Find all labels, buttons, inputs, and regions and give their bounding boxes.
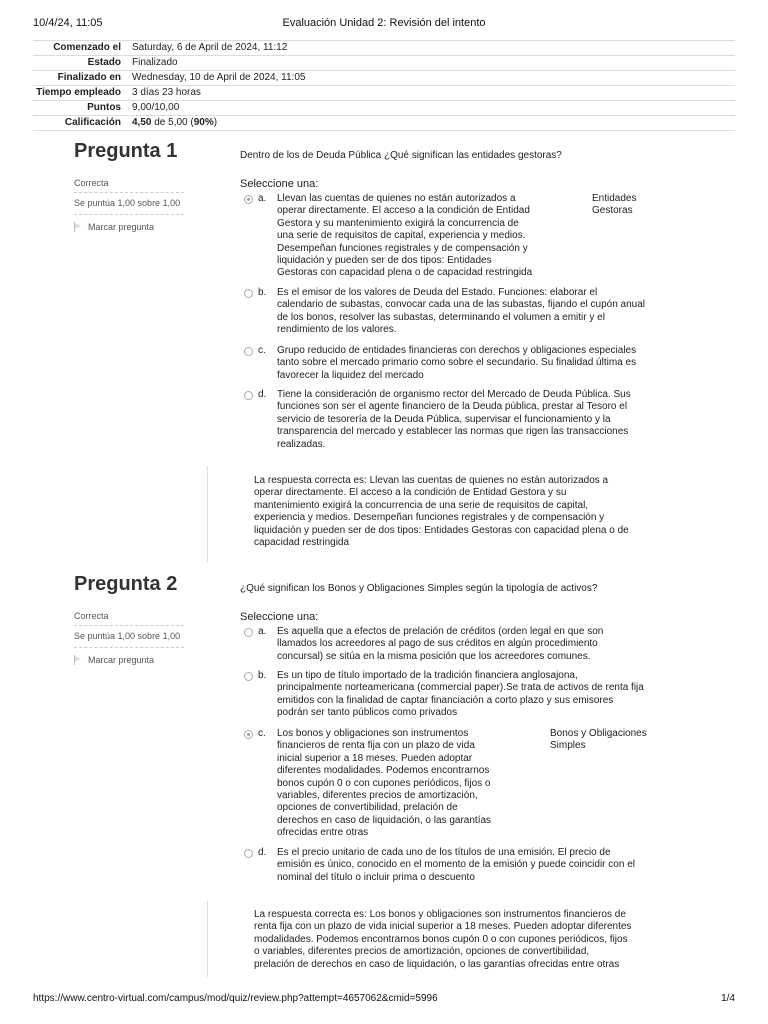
summary-row-finished: Finalizado en Wednesday, 10 de April de 2024, 11:05 xyxy=(33,70,735,85)
summary-row-time-taken: Tiempo empleado 3 días 23 horas xyxy=(33,85,735,100)
answer-option-c[interactable]: c. Los bonos y obligaciones son instrumentos financieros de renta fija con un plazo de vida inicial superior a 18 meses. Pueden adoptar diferentes modalidades. Podemos encontrarnos bonos cupón 0 o con cupones periódicos, fijos o variables, diferentes precios de amortización, opciones de convertibilidad, prelación de derechos en caso de liquidación, o las garantías ofrecidas entre otras Bonos y Obligaciones Simples xyxy=(244,728,704,840)
question-text: Dentro de los de Deuda Pública ¿Qué significan las entidades gestoras? xyxy=(240,150,562,161)
answer-text: Es un tipo de título importado de la tradición financiera anglosajona, principalmente norteamericana (commercial paper).Se trata de activos de renta fija emitidos con la finalidad de captar financiación a corto plazo y sus emisores podrán ser tanto públicos como privados xyxy=(277,670,644,719)
question-title: Pregunta 2 xyxy=(74,573,178,595)
answer-option-a[interactable]: a. Es aquella que a efectos de prelación de créditos (orden legal en que son llamados los acreedores al pago de sus créditos en algún procedimiento concursal) se sitúa en la misma posición que los acreedores comunes. xyxy=(244,626,704,664)
answer-feedback: Bonos y Obligaciones Simples xyxy=(550,728,647,752)
answer-option-d[interactable]: d. Es el precio unitario de cada uno de los títulos de una emisión. El precio de emisión es único, conocido en el momento de la emisión y puede coincidir con el nominal del título o incluir prima o descuento xyxy=(244,847,704,885)
question-title: Pregunta 1 xyxy=(74,140,178,162)
answer-text: Los bonos y obligaciones son instrumentos financieros de renta fija con un plazo de vida inicial superior a 18 meses. Pueden adoptar diferentes modalidades. Podemos encontrarnos bonos cupón 0 o con cupones periódicos, fijos o variables, diferentes precios de amortización, opciones de convertibilidad, prelación de derechos en caso de liquidación, o las garantías ofrecidas entre otras xyxy=(277,728,492,839)
right-answer-feedback: La respuesta correcta es: Los bonos y obligaciones son instrumentos financieros de renta fija con un plazo de vida inicial superior a 18 meses. Pueden adoptar diferentes modalidades. Podemos encontrarnos bonos cupón 0 o con cupones periódicos, fijos o variables, diferentes precios de amortización, opciones de convertibilidad, prelación de derechos en caso de liquidación, o las garantías ofrecidas entre otras xyxy=(207,901,631,977)
radio-button[interactable] xyxy=(244,347,253,356)
print-header xyxy=(0,17,768,33)
summary-row-started: Comenzado el Saturday, 6 de April de 2024, 11:12 xyxy=(33,40,735,55)
answer-text: Llevan las cuentas de quienes no están autorizados a operar directamente. El acceso a la condición de Entidad Gestora y su mantenimiento exigirá la concurrencia de una serie de requisitos de capital, experiencia y medios. Desempeñan funciones registrales y de compensación y liquidación y pueden ser de dos tipos: Entidades Gestoras con capacidad plena o de capacidad restringida xyxy=(277,193,533,279)
answer-option-a[interactable]: a. Llevan las cuentas de quienes no están autorizados a operar directamente. El acceso a la condición de Entidad Gestora y su mantenimiento exigirá la concurrencia de una serie de requisitos de capital, experiencia y medios. Desempeñan funciones registrales y de compensación y liquidación y pueden ser de dos tipos: Entidades Gestoras con capacidad plena o de capacidad restringida Entidades Gestoras xyxy=(244,193,664,281)
summary-row-state: Estado Finalizado xyxy=(33,55,735,70)
summary-row-points: Puntos 9,00/10,00 xyxy=(33,100,735,115)
answer-text: Es el precio unitario de cada uno de los títulos de una emisión. El precio de emisión es único, conocido en el momento de la emisión y puede coincidir con el nominal del título o incluir prima o descuento xyxy=(277,847,635,883)
radio-button[interactable] xyxy=(244,195,253,204)
question-state: Correcta xyxy=(74,611,184,626)
attempt-summary-table xyxy=(33,40,735,131)
question-grade: Se puntúa 1,00 sobre 1,00 xyxy=(74,198,184,215)
answer-text: Grupo reducido de entidades financieras con derechos y obligaciones especiales tanto sobre el mercado primario como sobre el secundario. Su finalidad última es favorecer la liquidez del mercado xyxy=(277,345,637,381)
page-url: https://www.centro-virtual.com/campus/mod/quiz/review.php?attempt=4657062&cmid=5996 xyxy=(33,993,438,1004)
radio-button[interactable] xyxy=(244,391,253,400)
summary-row-grade: Calificación 4,50 de 5,00 (90%) xyxy=(33,115,735,131)
answer-option-b[interactable]: b. Es un tipo de título importado de la tradición financiera anglosajona, principalmente norteamericana (commercial paper).Se trata de activos de renta fija emitidos con la finalidad de captar financiación a corto plazo y sus emisores podrán ser tanto públicos como privados xyxy=(244,670,704,720)
answer-text: Tiene la consideración de organismo rector del Mercado de Deuda Pública. Sus funciones son ser el agente financiero de la Deuda pública, prestar al Tesoro el servicio de tesorería de la Deuda Pública, supervisar el funcionamiento y la transparencia del mercado y establecer las normas que rigen las transacciones realizadas. xyxy=(277,389,631,450)
radio-button[interactable] xyxy=(244,730,253,739)
radio-button[interactable] xyxy=(244,628,253,637)
flag-icon xyxy=(74,655,82,665)
radio-button[interactable] xyxy=(244,849,253,858)
page-number: 1/4 xyxy=(721,993,735,1004)
flag-icon xyxy=(74,222,82,232)
radio-button[interactable] xyxy=(244,672,253,681)
question-info xyxy=(74,136,184,232)
question-text: ¿Qué significan los Bonos y Obligaciones Simples según la tipología de activos? xyxy=(240,583,598,594)
question-state: Correcta xyxy=(74,178,184,193)
answer-option-d[interactable]: d. Tiene la consideración de organismo rector del Mercado de Deuda Pública. Sus funciones son ser el agente financiero de la Deuda pública, prestar al Tesoro el servicio de tesorería de la Deuda Pública, supervisar el funcionamiento y la transparencia del mercado y establecer las normas que rigen las transacciones realizadas. xyxy=(244,389,704,451)
answer-text: Es el emisor de los valores de Deuda del Estado. Funciones: elaborar el calendario de subastas, convocar cada una de las subastas, fijando el cupón anual de los bonos, resolver las subastas, determinando el volumen a emitir y el rendimiento de los valores. xyxy=(277,287,646,336)
answer-prompt: Seleccione una: xyxy=(240,178,319,190)
answer-feedback: Entidades Gestoras xyxy=(592,193,637,217)
flag-question-button[interactable]: Marcar pregunta xyxy=(74,655,184,665)
answer-option-b[interactable]: b. Es el emisor de los valores de Deuda del Estado. Funciones: elaborar el calendario de subastas, convocar cada una de las subastas, fijando el cupón anual de los bonos, resolver las subastas, determinando el volumen a emitir y el rendimiento de los valores. xyxy=(244,287,704,337)
question-grade: Se puntúa 1,00 sobre 1,00 xyxy=(74,631,184,648)
flag-question-button[interactable]: Marcar pregunta xyxy=(74,222,184,232)
answer-option-c[interactable]: c. Grupo reducido de entidades financieras con derechos y obligaciones especiales tanto sobre el mercado primario como sobre el secundario. Su finalidad última es favorecer la liquidez del mercado xyxy=(244,345,704,383)
right-answer-feedback: La respuesta correcta es: Llevan las cuentas de quienes no están autorizados a operar directamente. El acceso a la condición de Entidad Gestora y su mantenimiento exigirá la concurrencia de una serie de requisitos de capital, experiencia y medios. Desempeñan funciones registrales y de compensación y liquidación y pueden ser de dos tipos: Entidades Gestoras con capacidad plena o de capacidad restringida xyxy=(207,466,629,562)
print-title: Evaluación Unidad 2: Revisión del intento xyxy=(282,17,486,29)
print-datetime: 10/4/24, 11:05 xyxy=(33,17,103,29)
question-info xyxy=(74,569,184,665)
answer-prompt: Seleccione una: xyxy=(240,611,319,623)
answer-text: Es aquella que a efectos de prelación de créditos (orden legal en que son llamados los acreedores al pago de sus créditos en algún procedimiento concursal) se sitúa en la misma posición que los acreedores comunes. xyxy=(277,626,604,662)
radio-button[interactable] xyxy=(244,289,253,298)
